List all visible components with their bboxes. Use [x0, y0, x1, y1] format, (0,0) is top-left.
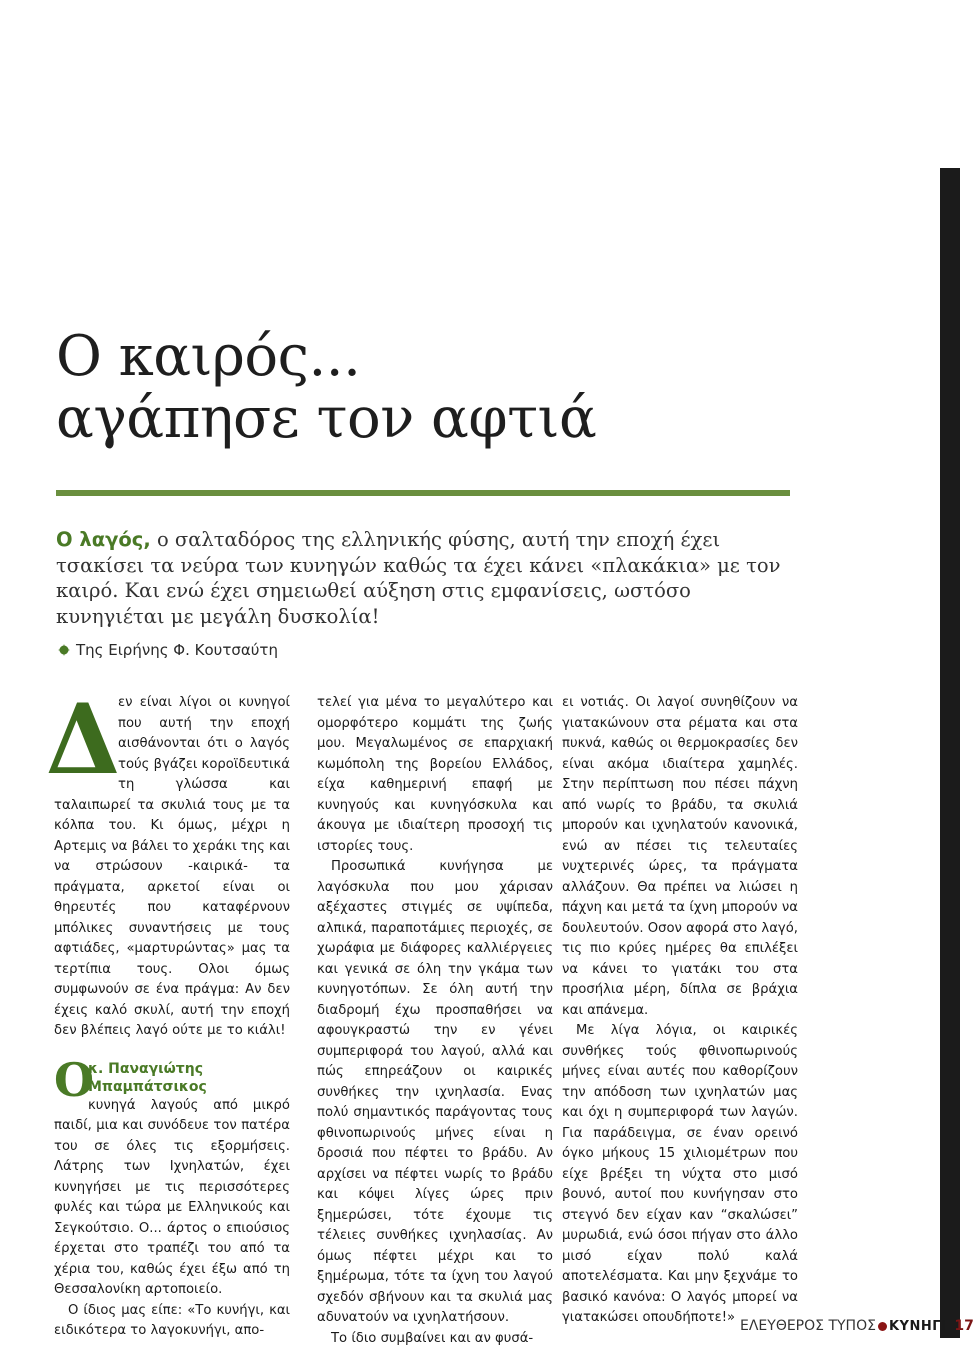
title-line-1: Ο καιρός...: [56, 326, 596, 388]
page-footer: [740, 1318, 974, 1334]
article-lead: [56, 527, 796, 629]
col2-paragraph-1: τελεί για μένα το μεγαλύτερο και ομορφότερο κομμάτι της ζωής μου. Μεγαλωμένος σε επαρχιακή κωμόπολη της βορείου Ελλάδος, είχα καθημερινή επαφή με κυνηγούς και κυνηγόσκυλα και άκουγα με ιδιαίτερη προσοχή τις ιστορίες τους.: [317, 693, 553, 857]
lead-keyword: Ο λαγός,: [56, 528, 151, 551]
footer-publication: ΕΛΕΥΘΕΡΟΣ ΤΥΠΟΣ: [740, 1318, 876, 1334]
lead-text: ο σαλταδόρος της ελληνικής φύσης, αυτή την εποχή έχει τσακίσει τα νεύρα των κυνηγών καθώς τα έχει κάνει «πλακάκια» με τον καιρό. Και ενώ έχει σημειωθεί αύξηση στις εμφανίσεις, ωστόσο κυνηγιέται με μεγάλη δυσκολία!: [56, 528, 781, 628]
subhead-initial: Ο: [54, 1060, 88, 1100]
col1-paragraph-2: κυνηγά λαγούς από μικρό παιδί, μια και συνόδευε τον πατέρα του σε όλες τις εξορμήσεις. Λάτρης των Ιχνηλατών, έχει κυνηγήσει με τις περισσότερες φυλές και τώρα με Ελληνικούς και Σεγκούτσιο. Ο... άρτος ο επιούσιος έρχεται στο τραπέζι του από τα χέρια του, καθώς έχει έξω από τη Θεσσαλονίκη αρτοποιείο.: [54, 1098, 290, 1298]
column-2: [317, 693, 553, 1349]
col3-paragraph-2: Με λίγα λόγια, οι καιρικές συνθήκες τούς φθινοπωρινούς μήνες είναι αυτές που καθορίζουν την απόδοση των ιχνηλατών μας και όχι η συμπεριφορά των λαγών. Για παράδειγμα, σε έναν ορεινό όγκο μήκους 15 χιλιομέτρων που είχε βρέξει τη νύχτα στο μισό βουνό, αυτοί που κυνήγησαν στο στεγνό δεν είχαν καν “σκαλώσει” μυρωδιά, ενώ όσοι πήγαν στο άλλο μισό είχαν πολύ καλά αποτελέσματα. Και μην ξεχνάμε το βασικό κανόνα: Ο λαγός μπορεί να γιατακώσει οπουδήποτε!»: [562, 1021, 798, 1329]
column-1: [54, 693, 290, 1342]
col1-paragraph-3: Ο ίδιος μας είπε: «Το κυνήγι, και ειδικότερα το λαγοκυνήγι, απο-: [54, 1301, 290, 1342]
col1-paragraph-1: εν είναι λίγοι οι κυνηγοί που αυτή την εποχή αισθάνονται ότι ο λαγός τούς βγάζει κοροϊδευτικά τη γλώσσα και ταλαιπωρεί τα σκυλιά τους με τα κόλπα του. Κι όμως, μέχρι η Αρτεμις να βάλει το χεράκι της και να στρώσουν -καιρικά- τα πράγματα, αρκετοί είναι οι θηρευτές που καταφέρνουν μπόλικες συναντήσεις με τους αφτιάδες, «μαρτυρώντας» μας τα τερτίπια τους. Ολοι όμως συμφωνούν σε ένα πράγμα: Αν δεν έχεις καλό σκυλί, αυτή την εποχή δεν βλέπεις λαγό ούτε με το κιάλι!: [54, 695, 290, 1038]
page-edge-bar: [940, 168, 960, 1338]
col2-paragraph-3: Το ίδιο συμβαίνει και αν φυσά-: [317, 1329, 553, 1349]
subhead-name: κ. Παναγιώτης Μπαμπάτσικος: [54, 1058, 290, 1096]
dropcap: [54, 693, 112, 781]
footer-dot-icon: [878, 1322, 887, 1331]
column-3: [562, 693, 798, 1329]
subhead-paragraph: [54, 1058, 290, 1301]
title-line-2: αγάπησε τον αφτιά: [56, 388, 596, 450]
title-divider: [56, 490, 790, 496]
col3-paragraph-1: ει νοτιάς. Οι λαγοί συνηθίζουν να γιατακώνουν στα ρέματα και στα πυκνά, καθώς οι θερμοκρασίες δεν είναι ακόμα ιδιαίτερα χαμηλές. Στην περίπτωση που πέσει πάχνη από νωρίς το βράδυ, τα σκυλιά μπορούν και ιχνηλατούν κανονικά, ενώ αν πέσει τις τελευταίες νυχτερινές ώρες, τα πράγματα αλλάζουν. Θα πρέπει να λιώσει η πάχνη και μετά τα ίχνη μπορούν να δουλευτούν. Οσον αφορά στο λαγό, τις πιο κρύες ημέρες θα επιλέξει να κάνει το γιατάκι του στα προσήλια μέρη, δίπλα σε βράχια και απάνεμα.: [562, 693, 798, 1021]
col2-paragraph-2: Προσωπικά κυνήγησα με λαγόσκυλα που μου χάρισαν αξέχαστες στιγμές σε υψίπεδα, αλπικά, παραποτάμιες περιοχές, σε χωράφια με διάφορες καλλιέργειες και γενικά σε όλη την γκάμα των κυνηγοτόπων. Σε όλη αυτή την διαδρομή έχω προσπαθήσει να αφουγκραστώ την εν γένει συμπεριφορά του λαγού, αλλά και πώς επηρεάζουν οι καιρικές συνθήκες την ιχνηλασία. Ενας πολύ σημαντικός παράγοντας τους φθινοπωρινούς μήνες είναι η δροσιά που πέφτει το βράδυ. Αν αρχίσει να πέφτει νωρίς το βράδυ και κόψει λίγες ώρες πριν ξημερώσει, τότε έχουμε τις τέλειες συνθήκες ιχνηλασίας. Αν όμως πέφτει μέχρι και το ξημέρωμα, τότε τα ίχνη του λαγού σχεδόν σβήνουν και τα σκυλιά μας αδυνατούν να ιχνηλατήσουν.: [317, 857, 553, 1329]
dropcap-letter: Δ: [46, 683, 120, 796]
dropcap-graphic: [54, 693, 112, 781]
leaf-icon: [58, 644, 70, 656]
paragraph: [54, 693, 290, 1042]
page-number: 17: [954, 1318, 973, 1334]
byline: [58, 641, 278, 659]
footer-magazine: ΚΥΝΗΓΙ: [889, 1319, 946, 1334]
byline-author: Της Ειρήνης Φ. Κουτσαύτη: [76, 641, 278, 659]
article-title: [56, 326, 596, 450]
